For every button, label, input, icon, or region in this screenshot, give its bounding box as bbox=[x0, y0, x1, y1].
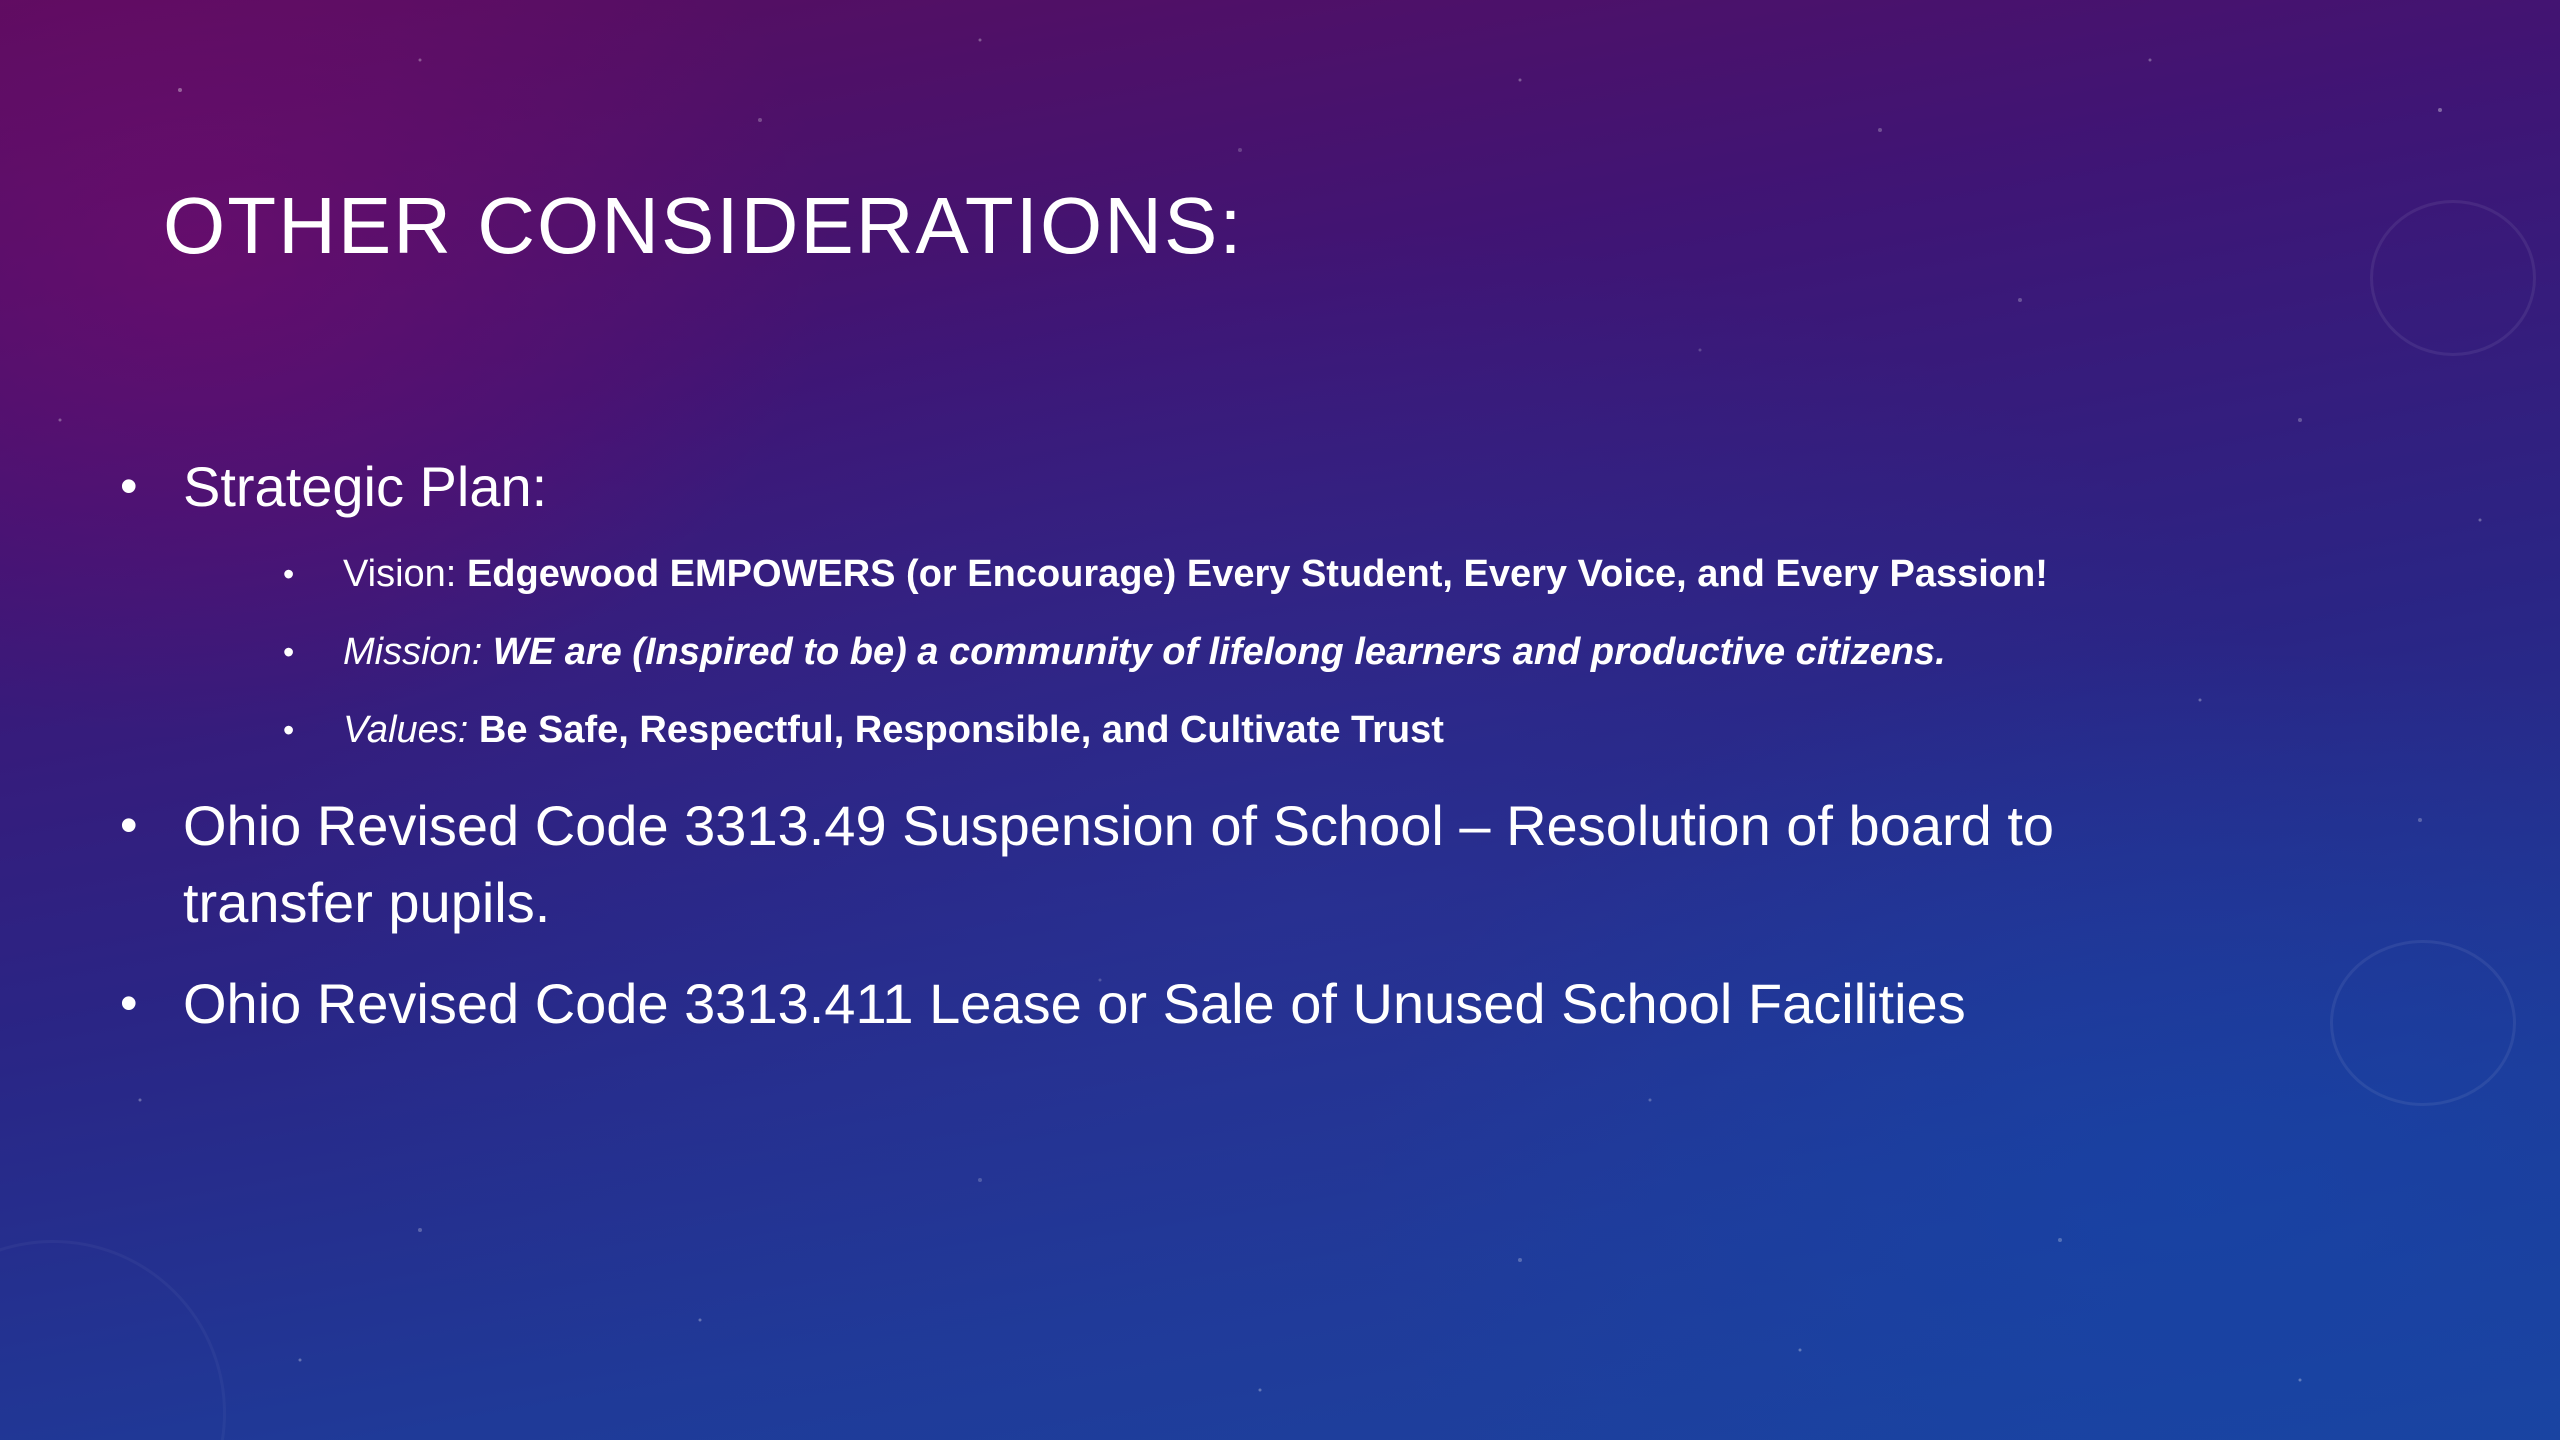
values-label: Values: bbox=[343, 709, 479, 751]
strategic-plan-sub-list bbox=[183, 535, 2180, 769]
bullet-text: Ohio Revised Code 3313.411 Lease or Sale of Unused School Facilities bbox=[183, 972, 1966, 1035]
slide-title: OTHER CONSIDERATIONS: bbox=[163, 181, 1244, 270]
bullet-marker: • bbox=[120, 975, 138, 1031]
vision-label: Vision: bbox=[343, 553, 467, 595]
sub-item-mission bbox=[183, 613, 2180, 691]
bullet-orc-3313-49 bbox=[120, 787, 2180, 941]
bullet-marker: • bbox=[120, 797, 138, 853]
decorative-ring bbox=[0, 1240, 226, 1440]
vision-value: Edgewood EMPOWERS (or Encourage) Every Student, Every Voice, and Every Passion! bbox=[466, 553, 2048, 595]
sub-item-vision bbox=[183, 535, 2180, 613]
bullet-list bbox=[120, 448, 2180, 1042]
decorative-ring bbox=[2370, 200, 2536, 356]
bullet-marker: • bbox=[120, 458, 138, 514]
bullet-orc-3313-411 bbox=[120, 965, 2180, 1042]
sub-item-values bbox=[183, 691, 2180, 769]
bullet-text: Strategic Plan: bbox=[183, 455, 548, 518]
sub-bullet-marker: • bbox=[283, 556, 295, 592]
bullet-strategic-plan bbox=[120, 448, 2180, 769]
sub-bullet-marker: • bbox=[283, 634, 295, 670]
mission-value: WE are (Inspired to be) a community of lifelong learners and productive citizens. bbox=[492, 631, 1946, 673]
values-value: Be Safe, Respectful, Responsible, and Cultivate Trust bbox=[478, 709, 1444, 751]
decorative-ring bbox=[2330, 940, 2516, 1106]
mission-label: Mission: bbox=[343, 631, 493, 673]
bullet-text: Ohio Revised Code 3313.49 Suspension of School – Resolution of board to transfer pupils. bbox=[183, 794, 2055, 934]
sub-bullet-marker: • bbox=[283, 712, 295, 748]
